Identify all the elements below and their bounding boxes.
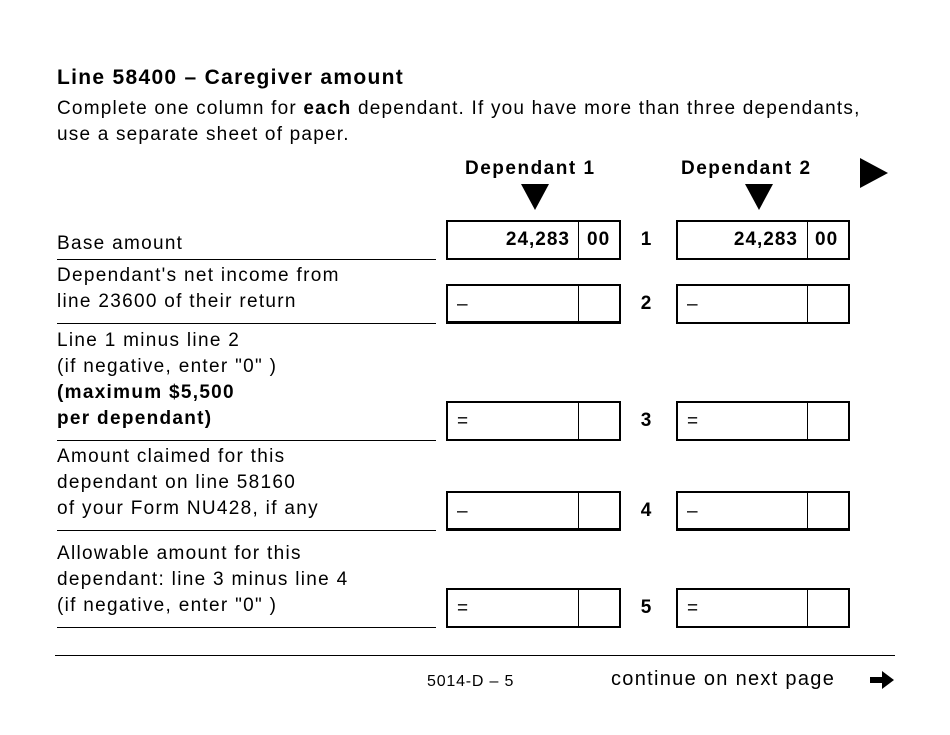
line-1-number: 1 [640, 229, 652, 250]
line-4-dep2-operator: – [687, 501, 698, 522]
line-2-label [57, 263, 435, 315]
line-2-dependant-1-field[interactable] [446, 284, 621, 324]
line-5-dependant-2-field[interactable] [676, 588, 850, 628]
line-1-label: Base amount [57, 233, 184, 254]
line-1-dependant-2-field[interactable] [676, 220, 850, 260]
cents-divider [578, 493, 579, 528]
line-1-rule [57, 259, 436, 260]
line-3-number: 3 [640, 410, 652, 431]
line-1-dep1-cents: 00 [587, 229, 611, 250]
line-3-dep2-operator: = [687, 411, 699, 432]
cents-divider [578, 286, 579, 321]
line-4-dep1-operator: – [457, 501, 468, 522]
line-3-label-bold-1: (maximum $5,500 [57, 382, 235, 403]
cents-divider [807, 493, 808, 528]
line-2-label-2: line 23600 of their return [57, 291, 297, 312]
line-5-label-2: dependant: line 3 minus line 4 [57, 569, 349, 590]
line-1-dep2-dollars: 24,283 [733, 229, 798, 250]
intro-text-1: Complete one column for [57, 98, 304, 119]
line-1-dep2-cents: 00 [815, 229, 839, 250]
line-2-label-1: Dependant's net income from [57, 265, 340, 286]
line-4-label [57, 444, 435, 522]
intro-bold: each [303, 98, 352, 119]
line-5-label [57, 541, 435, 619]
line-2-rule [57, 323, 436, 324]
line-5-label-3: (if negative, enter "0" ) [57, 595, 278, 616]
line-1-dep1-dollars: 24,283 [505, 229, 570, 250]
line-5-number: 5 [640, 597, 652, 618]
line-2-number: 2 [640, 293, 652, 314]
line-4-label-1: Amount claimed for this [57, 446, 286, 467]
line-5-dep1-operator: = [457, 598, 469, 619]
cents-divider [578, 403, 579, 439]
dependant-1-down-arrow-icon [521, 184, 549, 210]
line-3-label-2: (if negative, enter "0" ) [57, 356, 278, 377]
line-5-rule [57, 627, 436, 628]
line-4-label-2: dependant on line 58160 [57, 472, 297, 493]
line-3-label-bold-2: per dependant) [57, 408, 213, 429]
line-2-dep2-operator: – [687, 294, 698, 315]
cents-divider [578, 590, 579, 626]
cents-divider [807, 590, 808, 626]
line-5-label-1: Allowable amount for this [57, 543, 302, 564]
cents-divider [807, 286, 808, 322]
cents-divider [807, 403, 808, 439]
continue-next-page: continue on next page [611, 668, 836, 690]
line-4-dependant-1-field[interactable] [446, 491, 621, 531]
line-4-label-3: of your Form NU428, if any [57, 498, 319, 519]
continue-arrow-icon [868, 668, 896, 697]
column-header-dependant-1: Dependant 1 [465, 158, 596, 179]
cents-divider [578, 222, 579, 258]
line-3-label [57, 328, 435, 432]
line-3-dependant-1-field[interactable] [446, 401, 621, 441]
intro-text-2: dependant. If you have more than three dependants, use a separate sheet of paper. [57, 98, 861, 145]
line-3-dep1-operator: = [457, 411, 469, 432]
section-intro [57, 96, 887, 148]
line-3-rule [57, 440, 436, 441]
line-4-number: 4 [640, 500, 652, 521]
line-5-dep2-operator: = [687, 598, 699, 619]
line-3-label-1: Line 1 minus line 2 [57, 330, 241, 351]
line-4-dependant-2-field[interactable] [676, 491, 850, 531]
next-column-right-arrow-icon [860, 158, 888, 188]
line-1-dependant-1-field[interactable] [446, 220, 621, 260]
line-5-dependant-1-field[interactable] [446, 588, 621, 628]
line-4-rule [57, 530, 436, 531]
column-header-dependant-2: Dependant 2 [681, 158, 812, 179]
cents-divider [807, 222, 808, 258]
line-2-dep1-operator: – [457, 294, 468, 315]
footer-rule [55, 655, 895, 656]
line-2-dependant-2-field[interactable] [676, 284, 850, 324]
line-3-dependant-2-field[interactable] [676, 401, 850, 441]
form-page-number: 5014-D – 5 [427, 673, 515, 690]
section-title: Line 58400 – Caregiver amount [57, 66, 404, 89]
dependant-2-down-arrow-icon [745, 184, 773, 210]
